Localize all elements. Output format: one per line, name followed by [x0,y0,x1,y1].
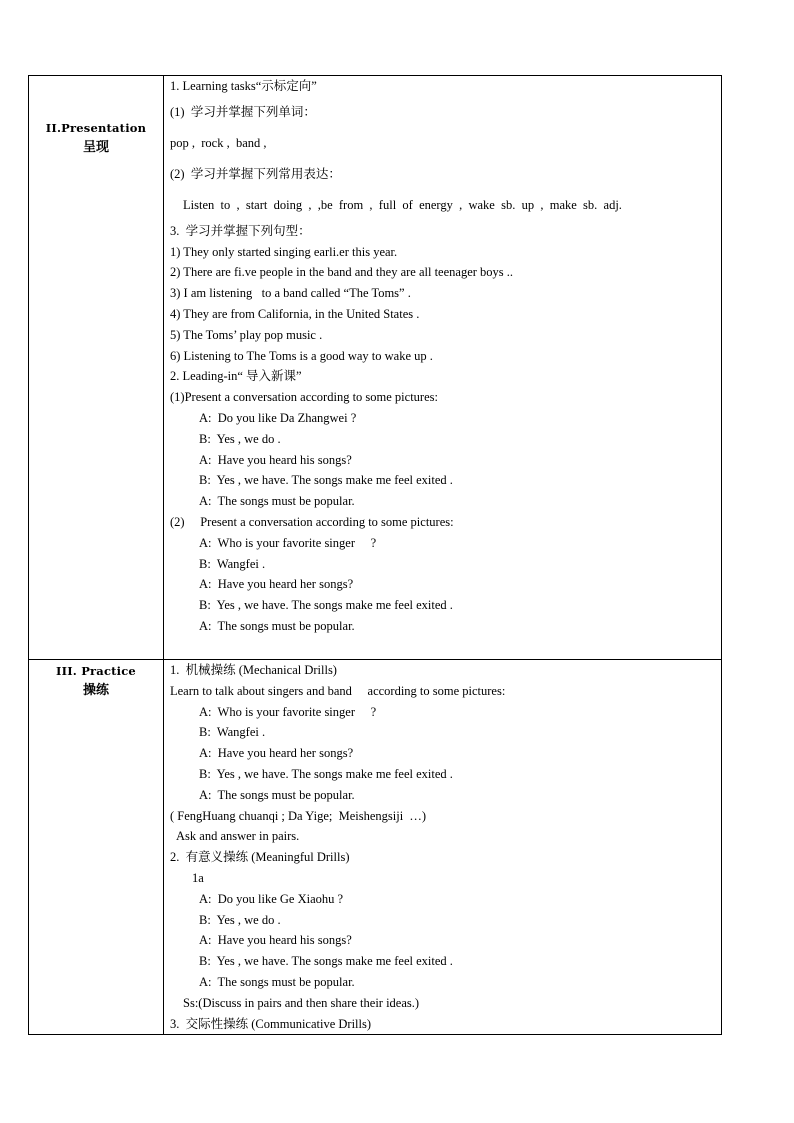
dialogue-line: A: The songs must be popular. [199,974,355,989]
lesson-plan-table [28,75,722,1035]
dialogue-line: A: Do you like Ge Xiaohu ? [199,891,344,906]
sentence-1: 1) They only started singing earli.er this year. [170,244,398,259]
dialogue-line: A: Who is your favorite singer ? [199,704,377,719]
sentence-4: 4) They are from California, in the United States . [170,306,420,321]
expressions-heading: (2) 学习并掌握下列常用表达： [170,166,341,181]
dialogue-line: A: Have you heard her songs? [199,577,354,592]
dialogue-line: B: Wangfei . [199,725,266,740]
dialogue-line: A: Have you heard her songs? [199,746,354,761]
practice-row [29,660,722,1035]
presentation-content-cell [164,76,722,660]
presentation-label-en: II.Presentation [45,121,147,135]
dialogue-line: A: Who is your favorite singer ? [199,535,377,550]
practice-label-cell [29,660,164,1035]
activity-1a-label: 1a [192,870,204,885]
words-heading: (1) 学习并掌握下列单词： [170,104,316,119]
leading-in-heading: 2. Leading-in“ 导入新课” [170,369,302,384]
sentence-5: 5) The Toms’ play pop music . [170,327,323,342]
practice-label-zh: 操练 [82,683,109,698]
mechanical-drills-heading: 1. 机械操练 (Mechanical Drills) [170,663,337,677]
presentation-label-cell [29,76,164,660]
meaningful-drills-heading: 2. 有意义操练 (Meaningful Drills) [170,850,350,865]
dialogue-line: B: Yes , we do . [199,912,281,927]
dialogue-line: B: Yes , we do . [199,431,281,446]
learning-tasks-heading: 1. Learning tasks“示标定向” [170,79,317,93]
pair-work-instruction: Ask and answer in pairs. [176,829,300,844]
song-examples: ( FengHuang chuanqi ; Da Yige; Meishengsiji …) [170,808,427,823]
dialogue-line: A: Do you like Da Zhangwei ? [199,410,357,425]
dialogue-line: A: The songs must be popular. [199,494,355,509]
sentence-3: 3) I am listening to a band called “The Toms” . [170,286,411,301]
dialogue-line: A: The songs must be popular. [199,618,355,633]
dialogue-line: A: The songs must be popular. [199,787,355,802]
discussion-instruction: Ss:(Discuss in pairs and then share their ideas.) [183,995,420,1010]
dialogue-line: B: Wangfei . [199,556,266,571]
presentation-label-zh: 呈现 [82,140,109,155]
conversation-1-intro: (1)Present a conversation according to some pictures: [170,390,438,405]
practice-content-cell [164,660,722,1035]
sentence-6: 6) Listening to The Toms is a good way to wake up . [170,348,433,363]
dialogue-line: A: Have you heard his songs? [199,452,352,467]
mechanical-drills-intro: Learn to talk about singers and band according to some pictures: [170,683,506,698]
dialogue-line: B: Yes , we have. The songs make me feel exited . [199,598,453,613]
expressions-list: Listen to , start doing , ,be from , full of energy , wake sb. up , make sb. adj. [183,197,622,212]
dialogue-line: A: Have you heard his songs? [199,933,352,948]
dialogue-line: B: Yes , we have. The songs make me feel exited . [199,473,453,488]
dialogue-line: B: Yes , we have. The songs make me feel exited . [199,954,453,969]
conversation-2-intro: (2) Present a conversation according to some pictures: [170,514,454,529]
sentences-heading: 3. 学习并掌握下列句型： [170,223,311,238]
communicative-drills-heading: 3. 交际性操练 (Communicative Drills) [170,1016,372,1031]
sentence-2: 2) There are fi.ve people in the band and they are all teenager boys .. [170,265,514,280]
presentation-row [29,76,722,660]
dialogue-line: B: Yes , we have. The songs make me feel exited . [199,766,453,781]
words-list: pop , rock , band , [170,135,267,150]
practice-label-en: III. Practice [56,664,136,678]
